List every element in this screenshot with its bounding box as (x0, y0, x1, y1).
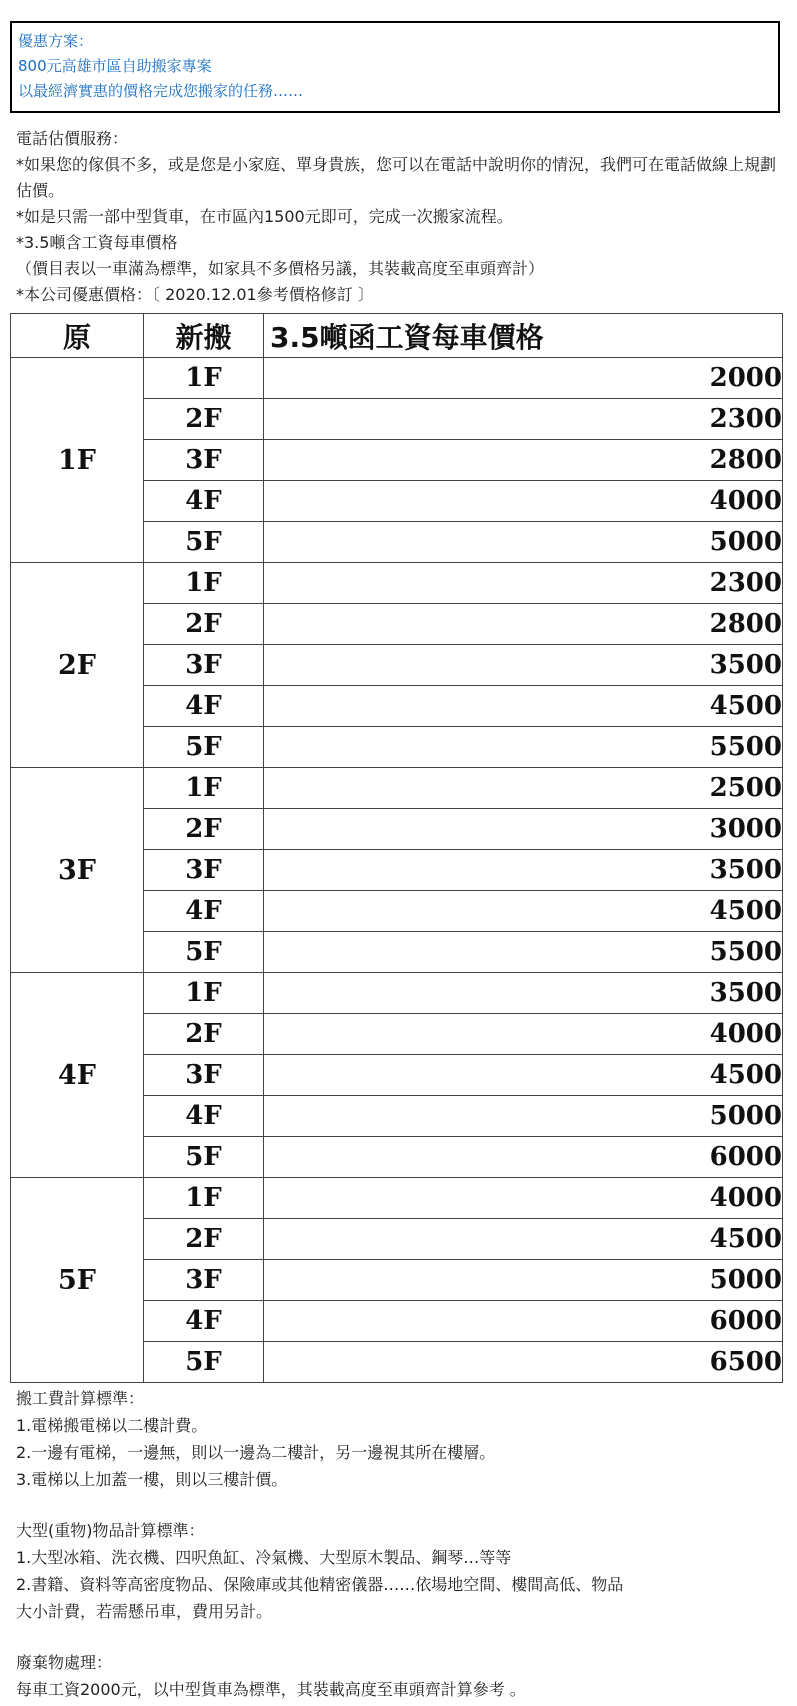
destination-floor-cell: 3F (144, 850, 264, 891)
destination-floor-cell: 5F (144, 932, 264, 973)
price-cell: 5000 (264, 1096, 783, 1137)
header-price: 3.5噸函工資每車價格 (264, 314, 783, 358)
destination-floor-cell: 1F (144, 768, 264, 809)
destination-floor-cell: 2F (144, 1219, 264, 1260)
labor-rule-2: 2.一邊有電梯，一邊無，則以一邊為二樓計，另一邊視其所在樓層。 (16, 1443, 496, 1462)
labor-title: 搬工費計算標準： (16, 1389, 145, 1408)
destination-floor-cell: 5F (144, 1342, 264, 1383)
destination-floor-cell: 4F (144, 1096, 264, 1137)
waste-title: 廢棄物處理： (16, 1653, 113, 1672)
destination-floor-cell: 2F (144, 1014, 264, 1055)
destination-floor-cell: 5F (144, 522, 264, 563)
price-cell: 3500 (264, 973, 783, 1014)
promo-label: 優惠方案： (18, 32, 94, 50)
destination-floor-cell: 4F (144, 686, 264, 727)
notes-line-3: *3.5噸含工資每車價格 (16, 233, 178, 252)
price-table-body (11, 358, 783, 1383)
price-cell: 2800 (264, 604, 783, 645)
promo-box (10, 21, 780, 113)
table-row (11, 768, 783, 809)
labor-rule-3: 3.電梯以上加蓋一樓，則以三樓計價。 (16, 1470, 288, 1489)
notes-line-2: *如是只需一部中型貨車，在市區內1500元即可，完成一次搬家流程。 (16, 207, 513, 226)
table-row (11, 973, 783, 1014)
price-cell: 6000 (264, 1137, 783, 1178)
destination-floor-cell: 2F (144, 604, 264, 645)
destination-floor-cell: 5F (144, 727, 264, 768)
destination-floor-cell: 3F (144, 1260, 264, 1301)
price-cell: 5000 (264, 522, 783, 563)
price-cell: 4500 (264, 1055, 783, 1096)
notes-line-5: *本公司優惠價格：〔 2020.12.01參考價格修訂 〕 (16, 285, 374, 304)
promo-line-2: 以最經濟實惠的價格完成您搬家的任務…… (18, 82, 304, 100)
origin-floor-cell: 4F (11, 973, 144, 1178)
heavy-rule-1: 1.大型冰箱、洗衣機、四呎魚缸、冷氣機、大型原木製品、鋼琴…等等 (16, 1548, 512, 1567)
price-cell: 6500 (264, 1342, 783, 1383)
header-destination: 新搬 (144, 314, 264, 358)
price-table (10, 313, 783, 1383)
destination-floor-cell: 1F (144, 358, 264, 399)
price-cell: 4000 (264, 481, 783, 522)
spacer (16, 1625, 780, 1649)
notes-line-1: *如果您的傢俱不多，或是您是小家庭、單身貴族，您可以在電話中說明你的情況，我們可在電話做線上規劃估價。 (16, 155, 777, 200)
destination-floor-cell: 2F (144, 809, 264, 850)
promo-line-1: 800元高雄市區自助搬家專案 (18, 57, 212, 75)
price-cell: 6000 (264, 1301, 783, 1342)
waste-rule-1: 每車工資2000元，以中型貨車為標準，其裝載高度至車頭齊計算參考 。 (16, 1680, 526, 1699)
price-cell: 4500 (264, 686, 783, 727)
heavy-rule-2a: 2.書籍、資料等高密度物品、保險庫或其他精密儀器……依場地空間、樓間高低、物品 (16, 1575, 624, 1594)
price-cell: 5500 (264, 932, 783, 973)
destination-floor-cell: 1F (144, 1178, 264, 1219)
table-row (11, 1178, 783, 1219)
phone-estimate-notes (16, 126, 776, 308)
header-origin: 原 (11, 314, 144, 358)
price-cell: 3000 (264, 809, 783, 850)
destination-floor-cell: 4F (144, 891, 264, 932)
price-cell: 5500 (264, 727, 783, 768)
origin-floor-cell: 3F (11, 768, 144, 973)
heavy-rule-2b: 大小計費，若需懸吊車，費用另計。 (16, 1602, 273, 1621)
price-cell: 3500 (264, 850, 783, 891)
destination-floor-cell: 3F (144, 440, 264, 481)
notes-title: 電話估價服務： (16, 129, 129, 148)
notes-line-4: （價目表以一車滿為標準，如家具不多價格另議，其裝載高度至車頭齊計） (16, 259, 545, 278)
price-cell: 2000 (264, 358, 783, 399)
destination-floor-cell: 4F (144, 481, 264, 522)
origin-floor-cell: 1F (11, 358, 144, 563)
price-cell: 4000 (264, 1178, 783, 1219)
destination-floor-cell: 1F (144, 563, 264, 604)
price-cell: 3500 (264, 645, 783, 686)
price-cell: 5000 (264, 1260, 783, 1301)
price-table-header (11, 314, 783, 358)
destination-floor-cell: 3F (144, 1055, 264, 1096)
price-cell: 4000 (264, 1014, 783, 1055)
table-row (11, 563, 783, 604)
price-cell: 2800 (264, 440, 783, 481)
spacer (16, 1493, 780, 1517)
table-row (11, 358, 783, 399)
origin-floor-cell: 2F (11, 563, 144, 768)
heavy-title: 大型(重物)物品計算標準： (16, 1521, 205, 1540)
price-cell: 2300 (264, 399, 783, 440)
destination-floor-cell: 5F (144, 1137, 264, 1178)
price-cell: 4500 (264, 1219, 783, 1260)
destination-floor-cell: 1F (144, 973, 264, 1014)
rules-section (16, 1385, 780, 1703)
price-cell: 2500 (264, 768, 783, 809)
price-cell: 4500 (264, 891, 783, 932)
origin-floor-cell: 5F (11, 1178, 144, 1383)
destination-floor-cell: 4F (144, 1301, 264, 1342)
price-cell: 2300 (264, 563, 783, 604)
destination-floor-cell: 3F (144, 645, 264, 686)
destination-floor-cell: 2F (144, 399, 264, 440)
labor-rule-1: 1.電梯搬電梯以二樓計費。 (16, 1416, 208, 1435)
